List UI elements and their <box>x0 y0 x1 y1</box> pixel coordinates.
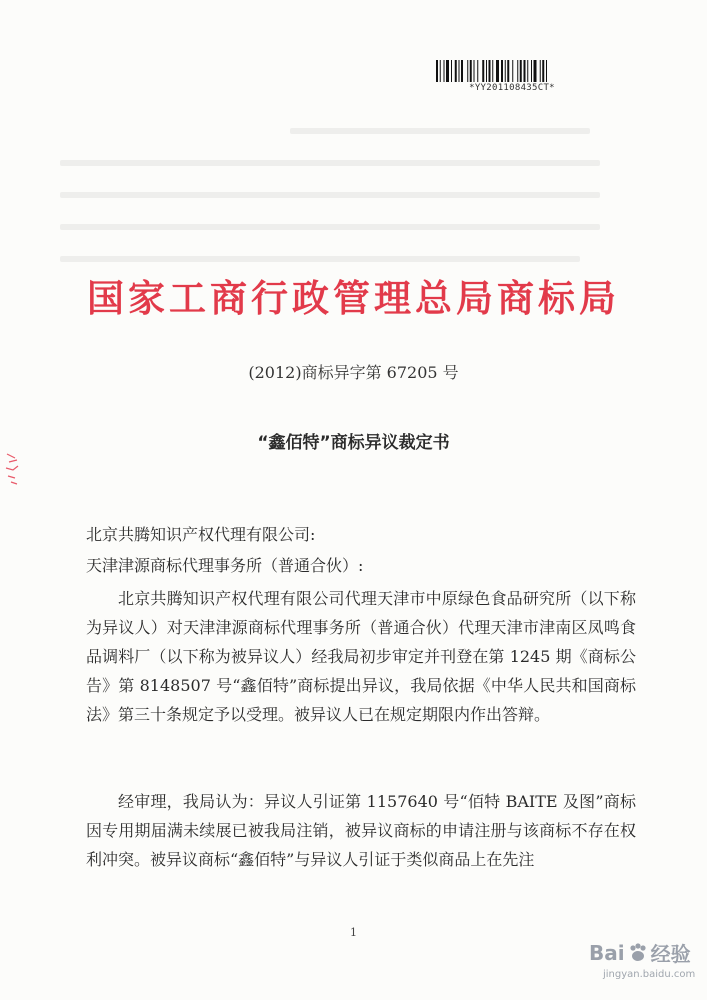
watermark-url: jingyan.baidu.com <box>603 969 696 980</box>
show-through-line <box>60 224 600 230</box>
watermark-brand-left: Bai <box>589 940 625 965</box>
show-through-line <box>290 128 590 134</box>
document-number: (2012)商标异字第 67205 号 <box>248 363 459 382</box>
bureau-name: 国家工商行政管理总局商标局 <box>87 277 620 320</box>
paw-icon <box>627 942 649 964</box>
document-title: “鑫佰特”商标异议裁定书 <box>257 433 450 453</box>
baidu-jingyan-watermark <box>589 938 697 988</box>
show-through-line <box>60 160 600 166</box>
show-through-line <box>60 256 580 262</box>
page-number: 1 <box>350 926 357 939</box>
barcode-icon <box>436 60 588 82</box>
red-stamp-fragment-icon <box>3 448 23 488</box>
watermark-logo <box>589 938 697 967</box>
watermark-brand-right: 经验 <box>650 942 691 966</box>
body-paragraph: 北京共腾知识产权代理有限公司代理天津市中原绿色食品研究所（以下称为异议人）对天津津源商标代理事务所（普通合伙）代理天津市津南区凤鸣食品调料厂（以下称为被异议人）经我局初步审定并刊登在第 1245 期《商标公告》第 8148507 号“鑫佰特”商标提出异议，我局依据《中华人民共和国商标法》第三十条规定予以受理。被异议人已在规定期限内作出答辩。 <box>86 589 636 724</box>
addressee-line: 北京共腾知识产权代理有限公司: <box>86 525 316 544</box>
body-paragraph: 经审理，我局认为：异议人引证第 1157640 号“佰特 BAITE 及图”商标因专用期届满未续展已被我局注销，被异议商标的申请注册与该商标不存在权利冲突。被异议商标“鑫佰特”与异议人引证于类似商品上在先注 <box>86 792 636 869</box>
show-through-line <box>60 192 600 198</box>
barcode-text: *YY201108435CT* <box>469 83 555 93</box>
addressee-line: 天津津源商标代理事务所（普通合伙）: <box>86 556 364 575</box>
